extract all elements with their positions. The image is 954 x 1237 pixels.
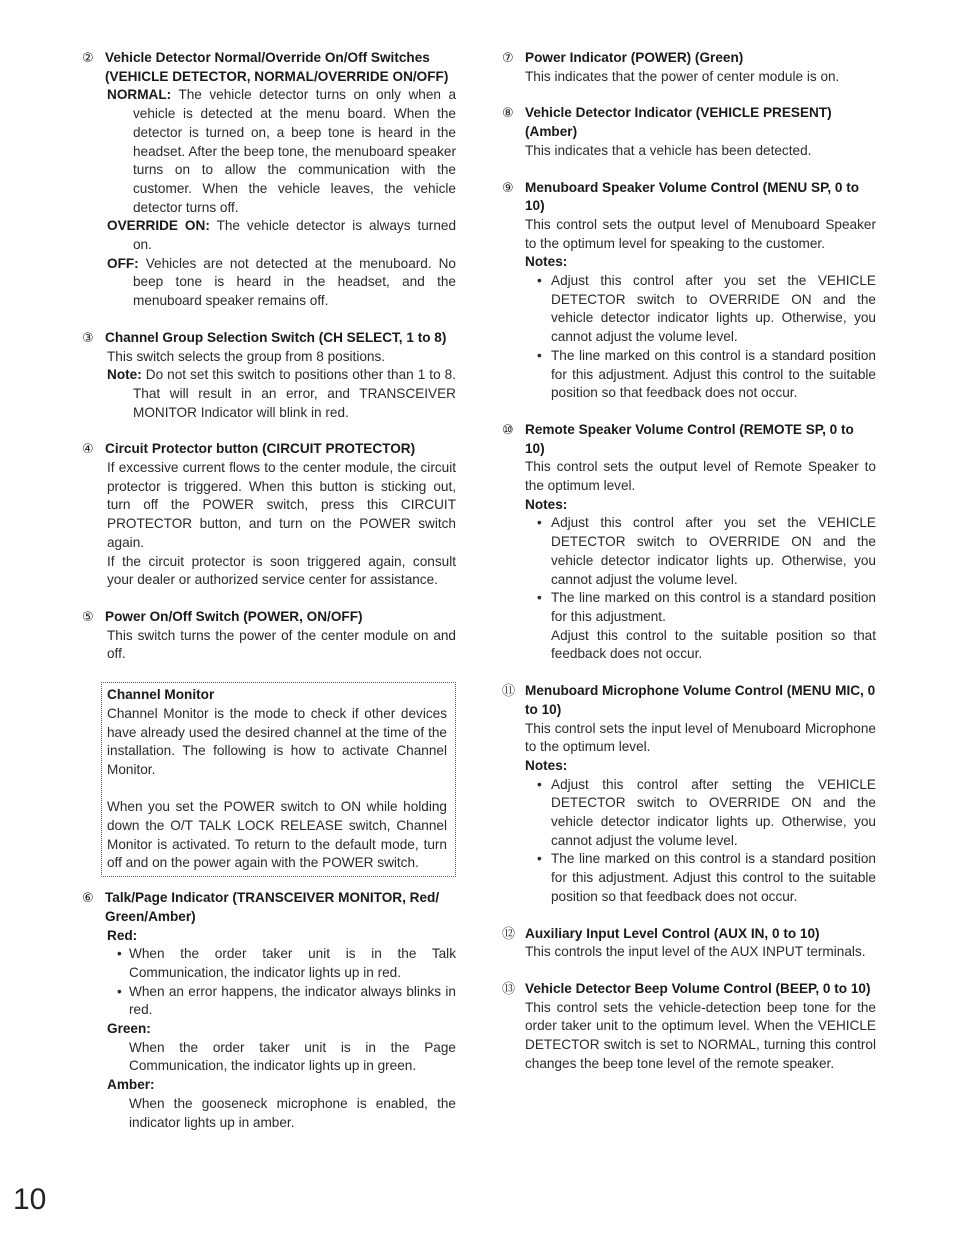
section-text: If excessive current flows to the center module, the circuit protector is triggered. When this button is sticking out, turn off the POWER switch, press this CIRCUIT PROTECTOR button, and turn on the POWER switch again. bbox=[107, 460, 456, 550]
section-talk-page-indicator bbox=[82, 889, 456, 1132]
item-number: ⑤ bbox=[82, 608, 94, 624]
bullet-item bbox=[525, 850, 876, 906]
section-menuboard-mic bbox=[502, 682, 876, 906]
section-title: Vehicle Detector Normal/Override On/Off Switches (VEHICLE DETECTOR, NORMAL/OVERRIDE ON/OFF) bbox=[105, 50, 449, 84]
section-title: Talk/Page Indicator (TRANSCEIVER MONITOR, Red/ Green/Amber) bbox=[105, 890, 440, 924]
right-column bbox=[502, 49, 876, 1091]
item-number: ⑬ bbox=[502, 980, 516, 996]
item-number: ⑥ bbox=[82, 890, 94, 906]
definition-off bbox=[107, 255, 456, 311]
item-number: ③ bbox=[82, 329, 94, 345]
section-title: Menuboard Speaker Volume Control (MENU SP, 0 to 10) bbox=[525, 179, 860, 214]
section-title: Auxiliary Input Level Control (AUX IN, 0 to 10) bbox=[525, 925, 820, 941]
definition-text: The vehicle detector turns on only when a vehicle is detected at the menu board. When the detector is turned on, a beep tone is heard in the headset. After the beep tone, the menuboard speaker turns on to allow the communication with the customer. When the vehicle leaves, the vehicle detector turns off. bbox=[133, 87, 457, 215]
section-heading bbox=[82, 329, 456, 348]
item-number: ⑩ bbox=[502, 421, 514, 437]
definition-text: The vehicle detector is always turned on. bbox=[133, 218, 457, 253]
section-remote-speaker bbox=[502, 421, 876, 664]
channel-monitor-box bbox=[101, 682, 456, 877]
section-heading bbox=[502, 682, 876, 719]
bullet-icon: • bbox=[117, 946, 122, 962]
section-vehicle-detector-switches bbox=[82, 49, 456, 311]
bullet-text: The line marked on this control is a standard position for this adjustment. Adjust this control to the suitable position so that feedback does not occur. bbox=[551, 851, 876, 904]
definition-label: NORMAL: bbox=[107, 87, 172, 103]
section-text: This indicates that the power of center module is on. bbox=[525, 68, 840, 84]
item-number: ⑦ bbox=[502, 50, 514, 65]
bullet-text: Adjust this control after setting the VEHICLE DETECTOR switch to OVERRIDE ON and the vehicle detector indicator lights up. Otherwise, you cannot adjust the volume level. bbox=[551, 776, 876, 848]
section-menuboard-speaker bbox=[502, 179, 876, 403]
section-text: This control sets the output level of Remote Speaker to the optimum level. bbox=[525, 459, 876, 494]
bullet-icon: • bbox=[117, 983, 122, 999]
color-label-red: Red: bbox=[107, 927, 138, 943]
bullet-item bbox=[107, 983, 456, 1020]
section-heading bbox=[502, 925, 876, 944]
section-text: This switch selects the group from 8 positions. bbox=[107, 348, 386, 364]
notes-label: Notes: bbox=[525, 496, 568, 512]
notes-label: Notes: bbox=[525, 757, 568, 773]
item-number: ⑪ bbox=[502, 683, 516, 699]
color-label-amber: Amber: bbox=[107, 1077, 155, 1093]
item-number: ④ bbox=[82, 441, 94, 457]
left-column bbox=[82, 49, 456, 1150]
bullet-icon: • bbox=[537, 851, 542, 867]
definition-override bbox=[107, 217, 456, 254]
item-number: ⑧ bbox=[502, 105, 514, 121]
section-text: This controls the input level of the AUX INPUT terminals. bbox=[525, 944, 866, 960]
notes-label: Notes: bbox=[525, 254, 568, 270]
bullet-icon: • bbox=[537, 590, 542, 606]
section-body bbox=[502, 68, 876, 87]
color-label-green: Green: bbox=[107, 1021, 151, 1037]
item-number: ⑫ bbox=[502, 925, 516, 941]
note-text: Do not set this switch to positions other than 1 to 8. That will result in an error, and TRANSCEIVER MONITOR Indicator will blink in red. bbox=[133, 367, 456, 420]
bullet-text: Adjust this control after you set the VEHICLE DETECTOR switch to OVERRIDE ON and the vehicle detector indicator lights up. Otherwise, you cannot adjust the volume level. bbox=[551, 273, 876, 345]
bullet-text: When the order taker unit is in the Talk Communication, the indicator lights up in red. bbox=[129, 946, 456, 980]
color-description: When the gooseneck microphone is enabled, the indicator lights up in amber. bbox=[129, 1095, 456, 1130]
section-body bbox=[82, 348, 456, 423]
section-heading bbox=[502, 104, 876, 141]
section-title: Channel Group Selection Switch (CH SELECT, 1 to 8) bbox=[105, 329, 447, 345]
bullet-icon: • bbox=[537, 347, 542, 363]
bullet-icon: • bbox=[537, 776, 542, 792]
section-body bbox=[502, 720, 876, 907]
section-heading bbox=[502, 980, 876, 999]
section-beep-volume bbox=[502, 980, 876, 1074]
section-channel-group bbox=[82, 329, 456, 423]
section-title: Circuit Protector button (CIRCUIT PROTECTOR) bbox=[105, 441, 416, 457]
bullet-text: When an error happens, the indicator always blinks in red. bbox=[129, 983, 456, 1018]
section-title: Menuboard Microphone Volume Control (MENU MIC, 0 to 10) bbox=[525, 683, 876, 717]
item-number: ⑨ bbox=[502, 179, 514, 195]
section-heading bbox=[502, 179, 876, 216]
definition-label: OVERRIDE ON: bbox=[107, 218, 210, 234]
section-body bbox=[502, 458, 876, 664]
page-number: 10 bbox=[13, 1183, 47, 1216]
section-aux-input bbox=[502, 925, 876, 962]
section-title: Vehicle Detector Indicator (VEHICLE PRESENT) (Amber) bbox=[525, 105, 832, 140]
bullet-text: Adjust this control after you set the VEHICLE DETECTOR switch to OVERRIDE ON and the vehicle detector indicator lights up. Otherwise, you cannot adjust the volume level. bbox=[551, 515, 876, 587]
bullet-item bbox=[525, 272, 876, 347]
section-body bbox=[82, 627, 456, 664]
section-power-switch bbox=[82, 608, 456, 664]
section-title: Power Indicator (POWER) (Green) bbox=[525, 50, 744, 65]
section-heading bbox=[82, 440, 456, 459]
section-circuit-protector bbox=[82, 440, 456, 590]
section-text: This control sets the input level of Menuboard Microphone to the optimum level. bbox=[525, 720, 876, 755]
section-heading bbox=[82, 608, 456, 627]
box-paragraph: When you set the POWER switch to ON while holding down the O/T TALK LOCK RELEASE switch, Channel Monitor is activated. To return to the default mode, turn off and on the power again with the POWER switch. bbox=[107, 799, 447, 871]
section-body bbox=[502, 216, 876, 403]
bullet-text: The line marked on this control is a standard position for this adjustment. bbox=[551, 590, 876, 624]
section-title: Vehicle Detector Beep Volume Control (BEEP, 0 to 10) bbox=[525, 980, 871, 996]
section-title: Power On/Off Switch (POWER, ON/OFF) bbox=[105, 608, 363, 624]
color-description: When the order taker unit is in the Page Communication, the indicator lights up in green. bbox=[129, 1039, 456, 1074]
section-body bbox=[502, 142, 876, 161]
section-body bbox=[82, 927, 456, 1133]
section-body bbox=[82, 86, 456, 310]
definition-normal bbox=[107, 86, 456, 217]
note bbox=[107, 366, 456, 422]
bullet-icon: • bbox=[537, 515, 542, 531]
note-label: Note: bbox=[107, 367, 142, 383]
box-title: Channel Monitor bbox=[107, 687, 215, 703]
bullet-item bbox=[525, 347, 876, 403]
item-number: ② bbox=[82, 50, 94, 65]
section-heading bbox=[502, 49, 876, 68]
section-text: This control sets the vehicle-detection beep tone for the order taker unit to the optimum level. When the VEHICLE DETECTOR switch is set to NORMAL, turning this control changes the beep tone level of the remote speaker. bbox=[525, 999, 876, 1071]
section-body bbox=[502, 943, 876, 962]
section-text: This indicates that a vehicle has been detected. bbox=[525, 142, 812, 158]
bullet-text: The line marked on this control is a standard position for this adjustment. Adjust this control to the suitable position so that feedback does not occur. bbox=[551, 347, 876, 401]
section-body bbox=[502, 999, 876, 1074]
section-power-indicator bbox=[502, 49, 876, 86]
section-text: This control sets the output level of Menuboard Speaker to the optimum level for speaking to the customer. bbox=[525, 216, 876, 251]
box-paragraph: Channel Monitor is the mode to check if other devices have already used the desired channel at the time of the installation. The following is how to activate Channel Monitor. bbox=[107, 705, 447, 777]
section-heading bbox=[82, 49, 456, 86]
section-heading bbox=[82, 889, 456, 926]
spacer bbox=[107, 780, 447, 799]
definition-text: Vehicles are not detected at the menuboard. No beep tone is heard in the headset, and the menuboard speaker remains off. bbox=[133, 255, 456, 309]
bullet-item bbox=[525, 589, 876, 626]
section-heading bbox=[502, 421, 876, 458]
section-body bbox=[82, 459, 456, 590]
section-text: If the circuit protector is soon triggered again, consult your dealer or authorized service center for assistance. bbox=[107, 553, 456, 588]
bullet-continuation: Adjust this control to the suitable position so that feedback does not occur. bbox=[551, 627, 876, 662]
bullet-item bbox=[525, 776, 876, 851]
bullet-item bbox=[525, 514, 876, 589]
section-text: This switch turns the power of the center module on and off. bbox=[107, 627, 456, 662]
bullet-item bbox=[107, 945, 456, 982]
definition-label: OFF: bbox=[107, 255, 139, 271]
section-title: Remote Speaker Volume Control (REMOTE SP, 0 to 10) bbox=[525, 421, 854, 456]
section-vehicle-indicator bbox=[502, 104, 876, 160]
bullet-icon: • bbox=[537, 273, 542, 289]
